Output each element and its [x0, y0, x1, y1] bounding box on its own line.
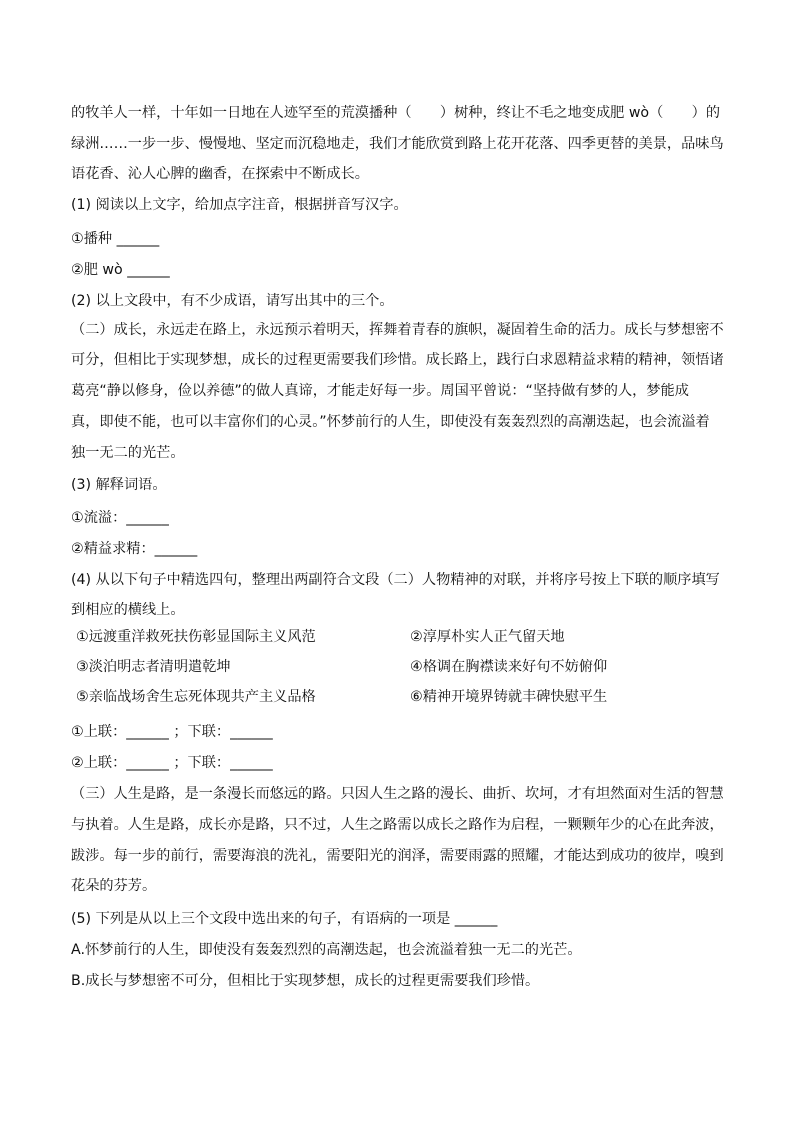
- passage3-line1: （三）人生是路，是一条漫长而悠远的路。只因人生之路的漫长、曲折、坎坷，才有坦然面对生活的智慧: [71, 786, 724, 802]
- passage2-line1: （二）成长，永远走在路上，永远预示着明天，挥舞着青春的旗帜，凝固着生命的活力。成长与梦想密不: [71, 322, 724, 338]
- question-4-answer-1: ①上联：______ ；下联：______: [71, 724, 273, 740]
- question-1-stem: (1) 阅读以上文字，给加点字注音，根据拼音写汉字。: [71, 197, 408, 213]
- question-3-item-a: ①流溢：______: [71, 510, 169, 526]
- question-5-option-b: B.成长与梦想密不可分，但相比于实现梦想，成长的过程更需要我们珍惜。: [71, 973, 540, 989]
- question-2-stem: (2) 以上文段中，有不少成语，请写出其中的三个。: [71, 293, 394, 309]
- couplet-option: ④格调在胸襟读来好句不妨俯仰: [410, 659, 608, 675]
- passage2-line5: 独一无二的光芒。: [71, 445, 185, 461]
- couplet-option: ⑥精神开境界铸就丰碑快慰平生: [410, 689, 608, 705]
- passage1-line3: 语花香、沁人心脾的幽香，在探索中不断成长。: [71, 166, 369, 182]
- passage2-line3: 葛亮“静以修身，俭以养德”的做人真谛，才能走好每一步。周国平曾说：“坚持做有梦的人，梦能成: [71, 383, 689, 399]
- question-4-stem-line2: 到相应的横线上。: [71, 602, 185, 618]
- question-1-item-b: ②肥 wò ______: [71, 262, 170, 278]
- couplet-option: ⑤亲临战场舍生忘死体现共产主义品格: [76, 689, 316, 705]
- question-5-stem: (5) 下列是从以上三个文段中选出来的句子，有语病的一项是 ______: [71, 911, 498, 927]
- passage1-line2: 绿洲……一步一步、慢慢地、坚定而沉稳地走，我们才能欣赏到路上花开花落、四季更替的美景，品味鸟: [71, 136, 724, 152]
- question-4-stem-line1: (4) 从以下句子中精选四句，整理出两副符合文段（二）人物精神的对联，并将序号按上下联的顺序填写: [71, 572, 720, 588]
- question-1-item-a: ①播种 ______: [71, 231, 160, 247]
- passage2-line4: 真，即使不能，也可以丰富你们的心灵。”怀梦前行的人生，即使没有轰轰烈烈的高潮迭起，也会流溢着: [71, 414, 710, 430]
- question-3-item-b: ②精益求精：______: [71, 541, 198, 557]
- passage2-line2: 可分，但相比于实现梦想，成长的过程更需要我们珍惜。成长路上，践行白求恩精益求精的精神，领悟诸: [71, 352, 724, 368]
- passage1-line1: 的牧羊人一样，十年如一日地在人迹罕至的荒漠播种（ ）树种，终让不毛之地变成肥 wò（ ）的: [71, 105, 721, 121]
- couplet-option: ②淳厚朴实人正气留天地: [410, 629, 565, 645]
- passage3-line2: 与执着。人生是路，成长亦是路，只不过，人生之路需以成长之路作为启程，一颗颗年少的心在此奔波，: [71, 817, 724, 833]
- passage3-line3: 跋涉。每一步的前行，需要海浪的洗礼，需要阳光的润泽，需要雨露的照耀，才能达到成功的彼岸，嗅到: [71, 848, 724, 864]
- question-3-stem: (3) 解释词语。: [71, 477, 167, 493]
- couplet-option: ①远渡重洋救死扶伤彰显国际主义风范: [76, 629, 316, 645]
- couplet-option: ③淡泊明志者清明遣乾坤: [76, 659, 231, 675]
- question-4-answer-2: ②上联：______ ；下联：______: [71, 755, 273, 771]
- question-5-option-a: A.怀梦前行的人生，即使没有轰轰烈烈的高潮迭起，也会流溢着独一无二的光芒。: [71, 942, 582, 958]
- passage3-line4: 花朵的芬芳。: [71, 878, 157, 894]
